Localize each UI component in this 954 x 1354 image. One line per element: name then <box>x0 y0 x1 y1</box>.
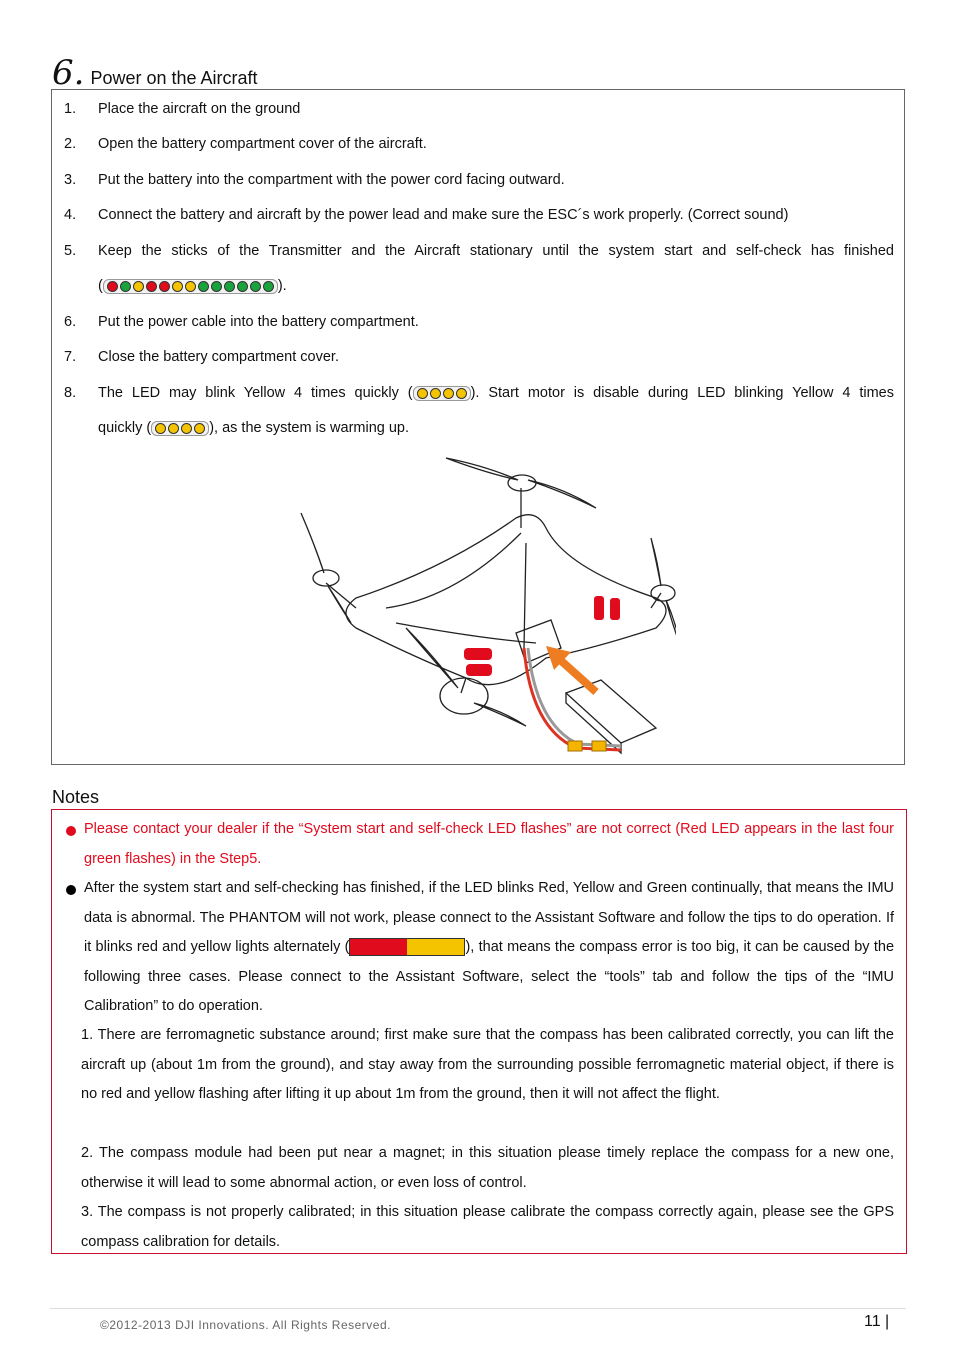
red-yellow-alternate-swatch <box>349 938 465 956</box>
led-dot <box>194 423 205 434</box>
step-2 <box>64 127 894 162</box>
case-1: 1. There are ferromagnetic substance around; first make sure that the compass has been calibrated correctly, you can lift the aircraft up (about 1m from the ground), and stay away from the surrounding possible ferromagnetic material object, if there is no red and yellow flashing after lifting it up about 1m from the ground, then it will not affect the flight. <box>81 1027 894 1103</box>
led-dot <box>172 281 183 292</box>
led-dot <box>198 281 209 292</box>
step-number: 3. <box>64 172 77 188</box>
notes-box <box>51 809 907 1254</box>
led-dot <box>430 388 441 399</box>
section-heading <box>52 53 258 93</box>
led-dot <box>443 388 454 399</box>
section-title: Power on the Aircraft <box>90 68 258 88</box>
step-text: Place the aircraft on the ground <box>98 101 301 117</box>
led-dot <box>456 388 467 399</box>
led-dot <box>146 281 157 292</box>
copyright: ©2012-2013 DJI Innovations. All Rights Reserved. <box>100 1318 391 1332</box>
step-text: Close the battery compartment cover. <box>98 349 339 365</box>
led-dot <box>417 388 428 399</box>
step-number: 7. <box>64 349 77 365</box>
step-5: 5. Keep the sticks of the Transmitter and the Aircraft stationary until the system start and self-check has finished ( ). <box>64 234 894 304</box>
step-number: 5. <box>64 243 77 259</box>
step-text: Open the battery compartment cover of the aircraft. <box>98 136 427 152</box>
step-text: Put the battery into the compartment with the power cord facing outward. <box>98 172 565 188</box>
bullet-icon <box>66 826 76 836</box>
step-6 <box>64 305 894 340</box>
step-7 <box>64 340 894 375</box>
led-dot <box>263 281 274 292</box>
led-dot <box>211 281 222 292</box>
case-2: 2. The compass module had been put near a magnet; in this situation please timely replace the compass for a new one, otherwise it will lead to some abnormal action, or even loss of control. <box>81 1145 894 1191</box>
note-imu: After the system start and self-checking has finished, if the LED blinks Red, Yellow and Green continually, that means the IMU data is abnormal. The PHANTOM will not work, please connect to the Assistant Software and follow the tips to do operation. If it blinks red and yellow lights alternately ( ), that means the compass error is too big, it can be caused by the following three cases. Please connect to the Assistant Software, select the “tools” tab and follow the tips of the “IMU Calibration” to do operation. <box>66 874 894 1022</box>
aircraft-battery-illustration <box>296 448 676 760</box>
step-number: 1. <box>64 101 77 117</box>
footer-divider <box>50 1308 906 1309</box>
case-3: 3. The compass is not properly calibrated; in this situation please calibrate the compass correctly again, please see the GPS compass calibration for details. <box>81 1204 894 1250</box>
led-dot <box>250 281 261 292</box>
led-dot <box>155 423 166 434</box>
led-dot <box>224 281 235 292</box>
step-number: 6. <box>64 314 77 330</box>
step-3 <box>64 163 894 198</box>
notes-title: Notes <box>52 787 100 807</box>
led-dot <box>133 281 144 292</box>
bullet-icon <box>66 885 76 895</box>
section-number: 6. <box>52 53 85 93</box>
step-number: 4. <box>64 207 77 223</box>
led-dot <box>185 281 196 292</box>
led-sequence-startup <box>103 279 278 294</box>
led-dot <box>181 423 192 434</box>
page-number: 11 | <box>864 1313 890 1330</box>
step-text: Put the power cable into the battery compartment. <box>98 314 419 330</box>
led-dot <box>107 281 118 292</box>
step-text: Keep the sticks of the Transmitter and the Aircraft stationary until the system start and self-check has finished <box>98 243 894 259</box>
step-1 <box>64 92 894 127</box>
step-number: 8. <box>64 385 77 401</box>
step-number: 2. <box>64 136 77 152</box>
led-dot <box>159 281 170 292</box>
note-dealer: Please contact your dealer if the “System start and self-check LED flashes” are not correct (Red LED appears in the last four green flashes) in the Step5. <box>66 815 894 874</box>
step-text: Connect the battery and aircraft by the power lead and make sure the ESC´s work properly. (Correct sound) <box>98 207 789 223</box>
led-dot <box>237 281 248 292</box>
led-sequence-yellow <box>151 421 209 436</box>
led-dot <box>120 281 131 292</box>
led-dot <box>168 423 179 434</box>
step-8: 8. The LED may blink Yellow 4 times quickly ( ). Start motor is disable during LED blinking Yellow 4 times quickly ( ), as the system is warming up. <box>64 376 894 446</box>
step-4 <box>64 198 894 233</box>
led-sequence-yellow <box>413 386 471 401</box>
